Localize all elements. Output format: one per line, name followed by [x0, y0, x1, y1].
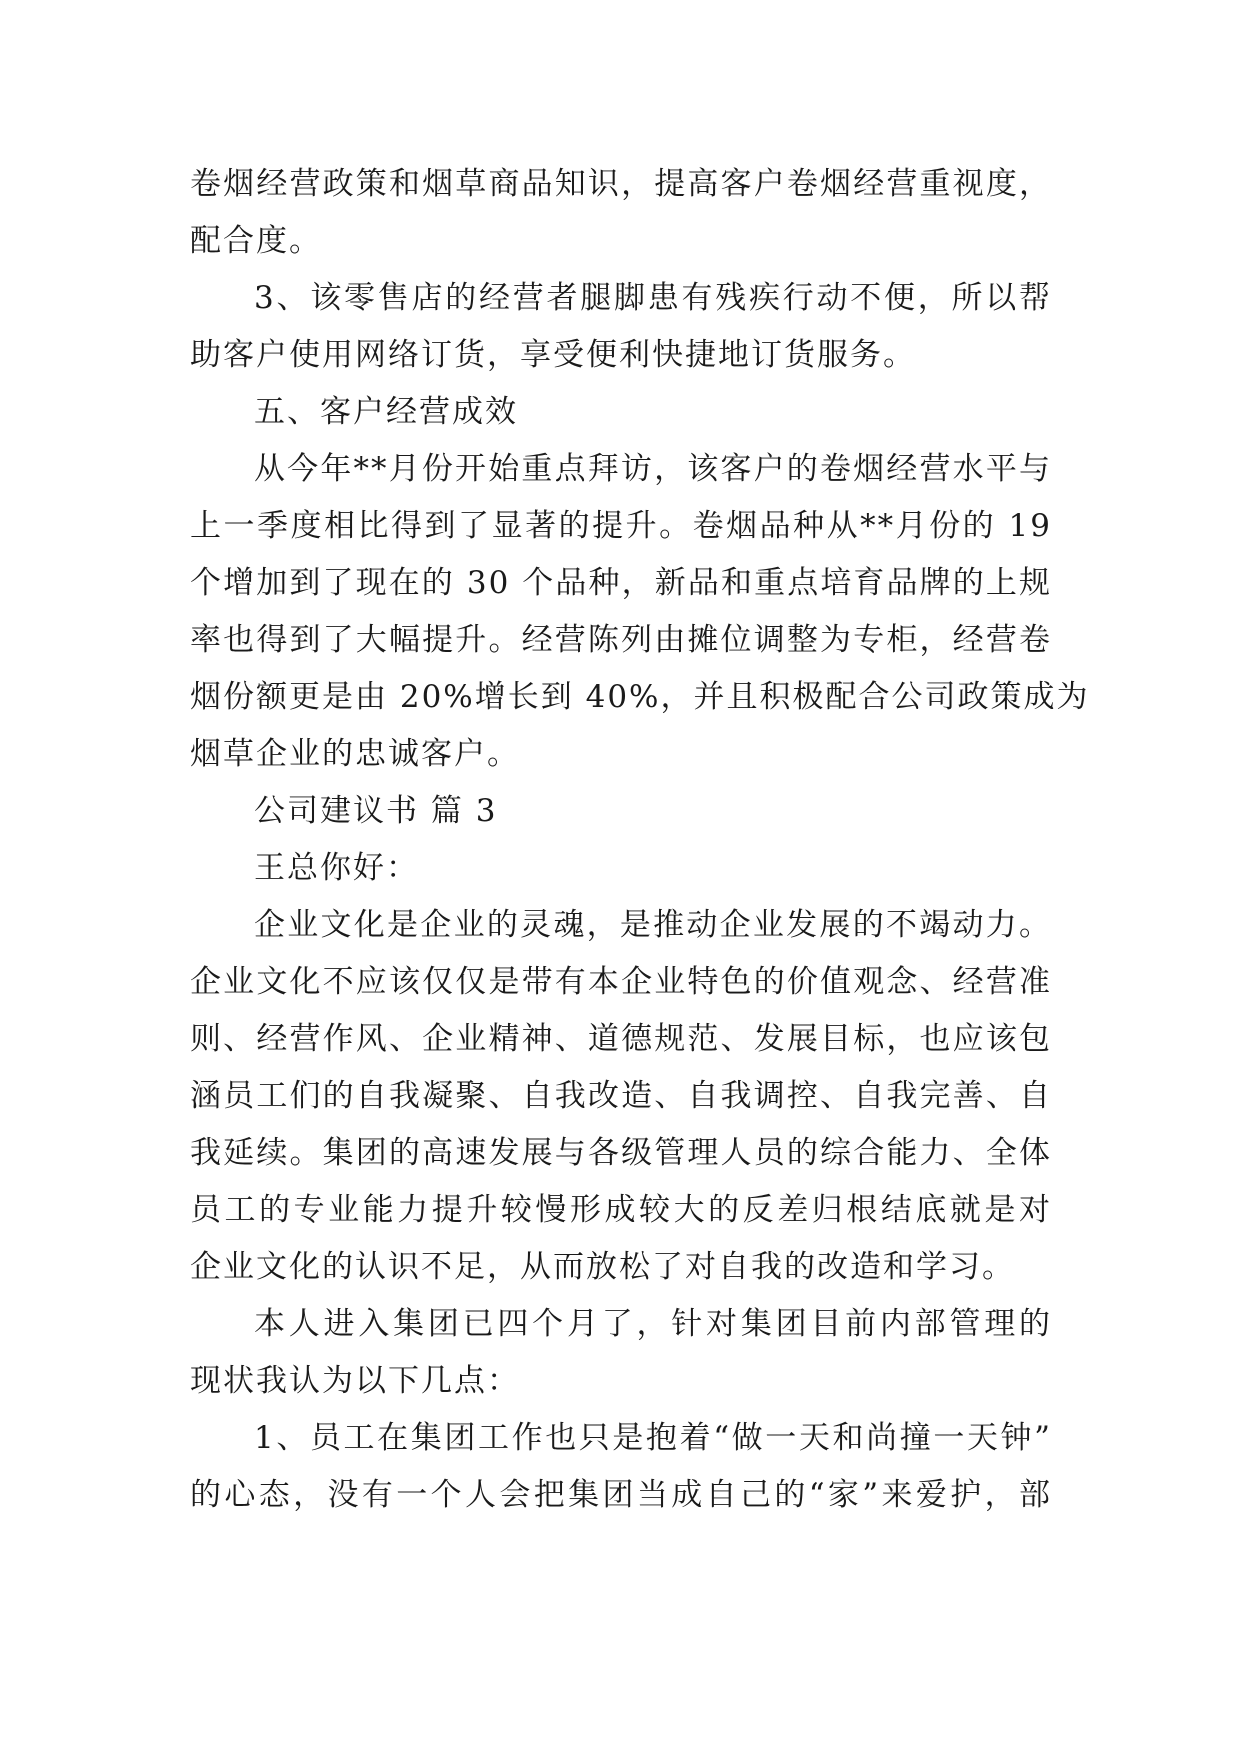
text-line: 烟份额更是由 20%增长到 40%，并且积极配合公司政策成为	[190, 679, 1090, 715]
text-line: 助客户使用网络订货，享受便利快捷地订货服务。	[190, 337, 916, 373]
text-line: 企业文化不应该仅仅是带有本企业特色的价值观念、经营准	[190, 964, 1052, 1000]
document-body	[190, 156, 1090, 1524]
text-line: 上一季度相比得到了显著的提升。卷烟品种从**月份的 19	[190, 508, 1052, 544]
text-line: 从今年**月份开始重点拜访，该客户的卷烟经营水平与	[254, 451, 1052, 487]
text-line: 本人进入集团已四个月了，针对集团目前内部管理的	[254, 1306, 1052, 1342]
text-line: 配合度。	[190, 223, 322, 259]
text-line: 则、经营作风、企业精神、道德规范、发展目标，也应该包	[190, 1021, 1052, 1057]
text-line: 卷烟经营政策和烟草商品知识，提高客户卷烟经营重视度，	[190, 166, 1052, 202]
text-line: 的心态，没有一个人会把集团当成自己的“家”来爱护，部	[190, 1477, 1052, 1513]
article-title: 公司建议书 篇 3	[254, 793, 498, 829]
text-line: 涵员工们的自我凝聚、自我改造、自我调控、自我完善、自	[190, 1078, 1052, 1114]
text-line: 率也得到了大幅提升。经营陈列由摊位调整为专柜，经营卷	[190, 622, 1052, 658]
text-line: 我延续。集团的高速发展与各级管理人员的综合能力、全体	[190, 1135, 1052, 1171]
text-line: 3、该零售店的经营者腿脚患有残疾行动不便，所以帮	[254, 280, 1052, 316]
text-line: 企业文化是企业的灵魂，是推动企业发展的不竭动力。	[254, 907, 1052, 943]
text-line: 烟草企业的忠诚客户。	[190, 736, 520, 772]
text-line: 企业文化的认识不足，从而放松了对自我的改造和学习。	[190, 1249, 1015, 1285]
text-line: 1、员工在集团工作也只是抱着“做一天和尚撞一天钟”	[254, 1420, 1052, 1456]
text-line: 员工的专业能力提升较慢形成较大的反差归根结底就是对	[190, 1192, 1052, 1228]
section-heading: 五、客户经营成效	[254, 394, 518, 430]
text-line: 现状我认为以下几点：	[190, 1363, 520, 1399]
text-line: 个增加到了现在的 30 个品种，新品和重点培育品牌的上规	[190, 565, 1052, 601]
salutation: 王总你好：	[254, 850, 419, 886]
